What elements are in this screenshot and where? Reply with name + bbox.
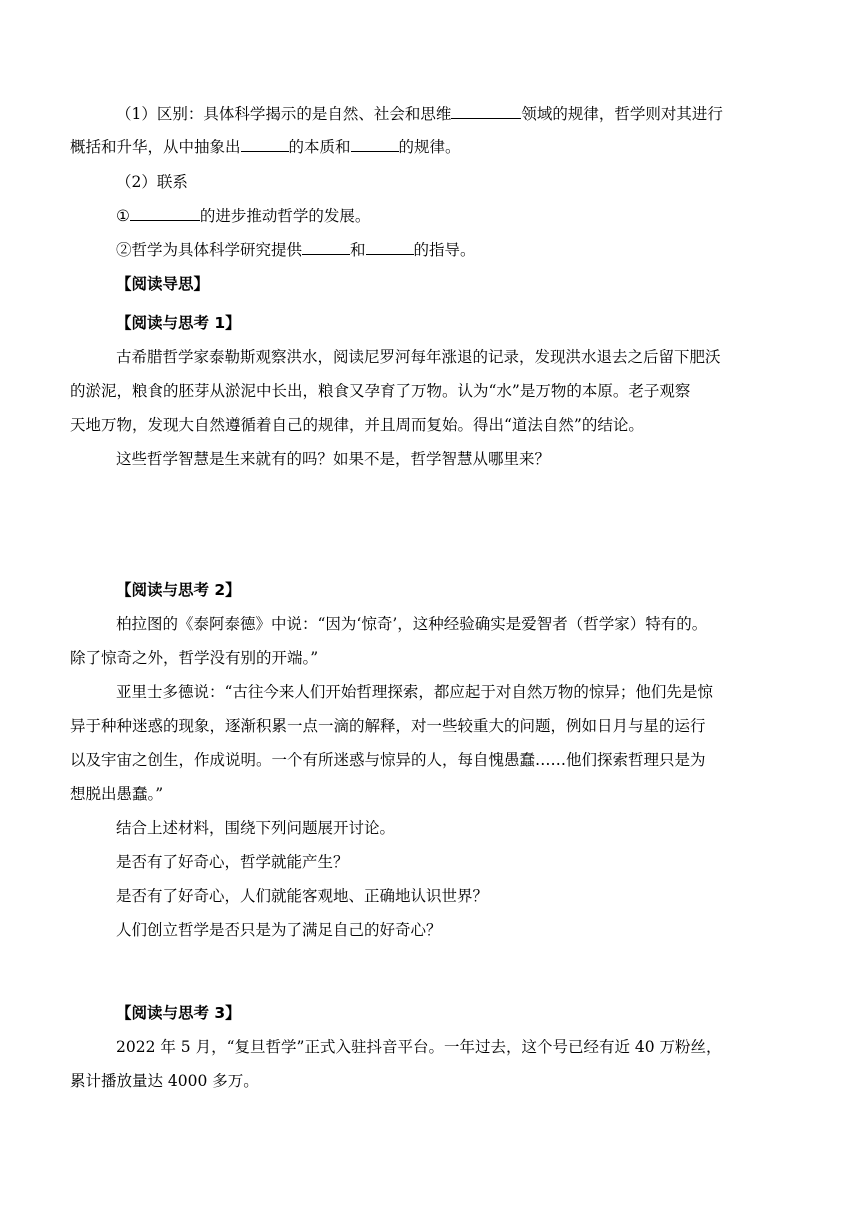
- reading-2-aristotle-line-4: 想脱出愚蠢。”: [70, 785, 164, 803]
- reading-2-prompt: 结合上述材料，围绕下列问题展开讨论。: [116, 819, 396, 837]
- reading-3-line-2: 累计播放量达 4000 多万。: [70, 1072, 259, 1090]
- blank-5: [302, 240, 350, 255]
- reading-3-line-1: 2022 年 5 月，“复旦哲学”正式入驻抖音平台。一年过去，这个号已经有近 40 万粉丝，: [116, 1038, 722, 1056]
- connection-text-2c: 的指导。: [413, 241, 476, 259]
- distinction-text-1: （1）区别：具体科学揭示的是自然、社会和思维: [116, 105, 452, 123]
- circled-number-1: ①: [116, 207, 130, 225]
- blank-4: [130, 206, 200, 221]
- blank-6: [366, 240, 414, 255]
- reading-2-question-3: 人们创立哲学是否只是为了满足自己的好奇心？: [116, 921, 442, 939]
- reading-1-line-3: 天地万物，发现大自然遵循着自己的规律，并且周而复始。得出“道法自然”的结论。: [70, 416, 644, 434]
- blank-1: [451, 104, 521, 119]
- connection-text-2a: ②哲学为具体科学研究提供: [116, 241, 303, 259]
- blank-3: [351, 137, 399, 152]
- distinction-text-5: 的规律。: [398, 138, 461, 156]
- distinction-text-3: 概括和升华，从中抽象出: [70, 138, 241, 156]
- reading-2-question-1: 是否有了好奇心，哲学就能产生？: [116, 853, 349, 871]
- reading-1-line-1: 古希腊哲学家泰勒斯观察洪水，阅读尼罗河每年涨退的记录，发现洪水退去之后留下肥沃: [116, 348, 721, 366]
- reading-2-plato-line-2: 除了惊奇之外，哲学没有别的开端。”: [70, 649, 319, 667]
- connection-heading: （2）联系: [116, 173, 188, 191]
- connection-line-2: [116, 240, 476, 260]
- distinction-text-2: 领域的规律，哲学则对其进行: [521, 105, 723, 123]
- connection-text-2b: 和: [350, 241, 366, 259]
- distinction-text-4: 的本质和: [288, 138, 351, 156]
- reading-2-plato-line-1: 柏拉图的《泰阿泰德》中说：“因为‘惊奇’，这种经验确实是爱智者（哲学家）特有的。: [116, 615, 708, 633]
- distinction-line-1: [116, 104, 723, 124]
- reading-3-heading: 【阅读与思考 3】: [116, 1004, 241, 1022]
- reading-1-line-2: 的淤泥，粮食的胚芽从淤泥中长出，粮食又孕育了万物。认为“水”是万物的本原。老子观察: [70, 382, 691, 400]
- reading-2-aristotle-line-2: 异于种种迷惑的现象，逐渐积累一点一滴的解释，对一些较重大的问题，例如日月与星的运行: [70, 717, 706, 735]
- connection-line-1: [116, 206, 370, 226]
- reading-2-aristotle-line-1: 亚里士多德说：“古往今来人们开始哲理探索，都应起于对自然万物的惊异；他们先是惊: [116, 683, 713, 701]
- reading-1-question: 这些哲学智慧是生来就有的吗？如果不是，哲学智慧从哪里来？: [116, 450, 551, 468]
- reading-guide-heading: 【阅读导思】: [116, 275, 210, 293]
- distinction-line-2: [70, 137, 461, 157]
- reading-2-aristotle-line-3: 以及宇宙之创生，作成说明。一个有所迷惑与惊异的人，每自愧愚蠢……他们探索哲理只是为: [70, 751, 706, 769]
- reading-2-heading: 【阅读与思考 2】: [116, 581, 241, 599]
- reading-2-question-2: 是否有了好奇心，人们就能客观地、正确地认识世界？: [116, 887, 489, 905]
- connection-text-1: 的进步推动哲学的发展。: [199, 207, 371, 225]
- blank-2: [241, 137, 289, 152]
- reading-1-heading: 【阅读与思考 1】: [116, 314, 241, 332]
